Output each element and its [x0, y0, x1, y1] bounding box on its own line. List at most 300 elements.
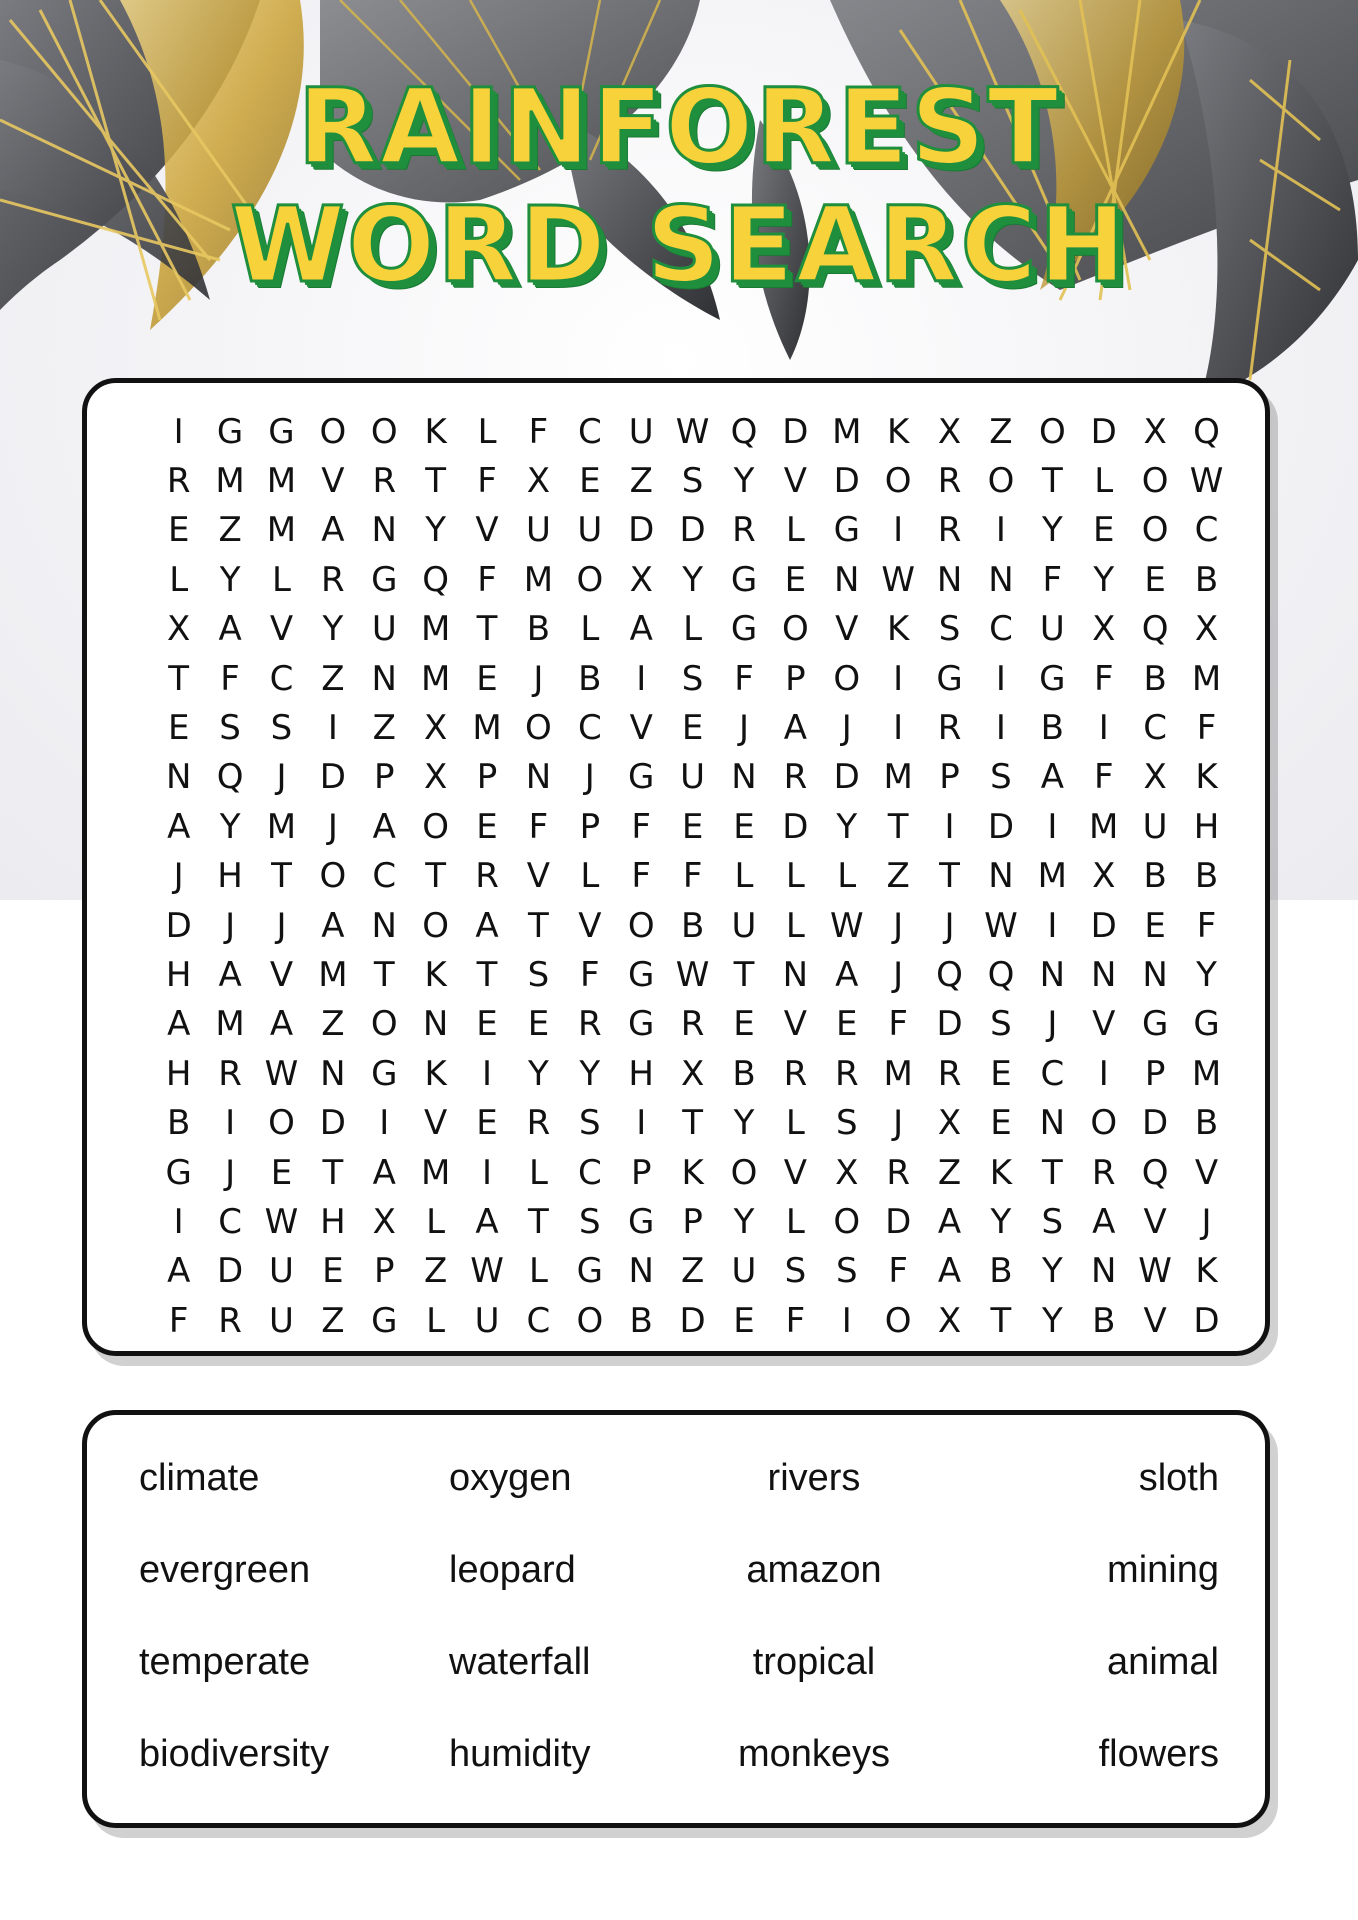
grid-letter[interactable]: M: [883, 757, 913, 798]
grid-letter[interactable]: P: [374, 1251, 395, 1292]
grid-letter[interactable]: G: [268, 411, 295, 452]
grid-letter[interactable]: M: [266, 510, 297, 551]
grid-letter[interactable]: A: [321, 510, 345, 551]
grid-letter[interactable]: E: [1144, 905, 1166, 946]
grid-letter[interactable]: I: [944, 806, 955, 847]
grid-letter[interactable]: P: [939, 757, 960, 798]
grid-letter[interactable]: E: [681, 806, 704, 847]
grid-letter[interactable]: K: [989, 1152, 1013, 1193]
grid-letter[interactable]: I: [636, 658, 647, 699]
grid-letter[interactable]: E: [1092, 510, 1115, 551]
grid-letter[interactable]: G: [628, 1004, 655, 1045]
grid-letter[interactable]: N: [320, 1053, 346, 1094]
grid-letter[interactable]: I: [893, 658, 904, 699]
grid-letter[interactable]: I: [482, 1152, 493, 1193]
grid-letter[interactable]: R: [578, 1004, 602, 1045]
grid-letter[interactable]: J: [533, 658, 544, 699]
grid-letter[interactable]: A: [835, 954, 859, 995]
grid-letter[interactable]: A: [475, 1201, 499, 1242]
grid-letter[interactable]: Y: [528, 1053, 549, 1094]
grid-letter[interactable]: O: [370, 1004, 398, 1045]
grid-letter[interactable]: C: [577, 1152, 602, 1193]
grid-letter[interactable]: Q: [987, 954, 1015, 995]
grid-letter[interactable]: T: [1041, 461, 1063, 502]
grid-letter[interactable]: O: [1141, 461, 1169, 502]
grid-letter[interactable]: R: [166, 461, 191, 502]
grid-letter[interactable]: I: [841, 1300, 852, 1341]
grid-letter[interactable]: V: [835, 609, 859, 650]
grid-letter[interactable]: D: [679, 1300, 706, 1341]
grid-letter[interactable]: X: [937, 1300, 962, 1341]
grid-letter[interactable]: A: [783, 708, 808, 749]
grid-letter[interactable]: Z: [937, 1152, 962, 1193]
grid-letter[interactable]: S: [1041, 1201, 1064, 1242]
grid-letter[interactable]: R: [218, 1053, 242, 1094]
grid-letter[interactable]: Z: [989, 411, 1013, 452]
grid-letter[interactable]: Q: [936, 954, 963, 995]
grid-letter[interactable]: U: [1142, 806, 1168, 847]
grid-letter[interactable]: J: [893, 1103, 904, 1144]
grid-letter[interactable]: J: [276, 757, 287, 798]
grid-letter[interactable]: R: [783, 757, 808, 798]
grid-letter[interactable]: P: [630, 1152, 652, 1193]
grid-letter[interactable]: O: [422, 905, 450, 946]
grid-letter[interactable]: X: [167, 609, 191, 650]
grid-letter[interactable]: G: [730, 559, 758, 600]
grid-letter[interactable]: V: [1092, 1004, 1116, 1045]
grid-letter[interactable]: U: [731, 1251, 757, 1292]
grid-letter[interactable]: V: [783, 461, 808, 502]
grid-letter[interactable]: Z: [629, 461, 653, 502]
grid-letter[interactable]: E: [476, 1004, 498, 1045]
grid-letter[interactable]: F: [1093, 658, 1114, 699]
grid-letter[interactable]: P: [476, 757, 498, 798]
grid-letter[interactable]: T: [1041, 1152, 1063, 1193]
grid-letter[interactable]: F: [528, 806, 549, 847]
grid-letter[interactable]: I: [225, 1103, 236, 1144]
grid-letter[interactable]: I: [1047, 905, 1058, 946]
grid-letter[interactable]: O: [833, 658, 861, 699]
grid-letter[interactable]: S: [681, 461, 704, 502]
grid-letter[interactable]: A: [321, 905, 345, 946]
grid-letter[interactable]: I: [1098, 708, 1109, 749]
grid-letter[interactable]: S: [579, 1201, 601, 1242]
grid-letter[interactable]: O: [1038, 411, 1066, 452]
grid-letter[interactable]: Y: [1041, 1251, 1063, 1292]
grid-letter[interactable]: E: [167, 708, 190, 749]
grid-letter[interactable]: O: [833, 1201, 861, 1242]
grid-letter[interactable]: E: [167, 510, 190, 551]
grid-letter[interactable]: X: [1143, 411, 1167, 452]
grid-letter[interactable]: N: [988, 856, 1014, 897]
grid-letter[interactable]: L: [785, 856, 805, 897]
grid-letter[interactable]: L: [683, 609, 703, 650]
grid-letter[interactable]: F: [580, 954, 600, 995]
grid-letter[interactable]: L: [477, 411, 497, 452]
grid-letter[interactable]: B: [526, 609, 551, 650]
grid-letter[interactable]: I: [995, 708, 1006, 749]
grid-letter[interactable]: I: [1047, 806, 1058, 847]
grid-letter[interactable]: Y: [682, 559, 703, 600]
grid-letter[interactable]: E: [1144, 559, 1166, 600]
grid-letter[interactable]: C: [577, 708, 602, 749]
grid-letter[interactable]: U: [628, 411, 654, 452]
grid-letter[interactable]: E: [733, 806, 755, 847]
grid-letter[interactable]: E: [733, 1300, 755, 1341]
grid-letter[interactable]: Y: [219, 559, 241, 600]
grid-letter[interactable]: T: [528, 1201, 549, 1242]
grid-letter[interactable]: O: [1141, 510, 1169, 551]
grid-letter[interactable]: V: [321, 461, 345, 502]
grid-letter[interactable]: G: [165, 1152, 192, 1193]
grid-letter[interactable]: A: [1040, 757, 1064, 798]
grid-letter[interactable]: M: [215, 1004, 245, 1045]
grid-letter[interactable]: U: [577, 510, 603, 551]
grid-letter[interactable]: L: [272, 559, 291, 600]
grid-letter[interactable]: D: [782, 411, 809, 452]
grid-letter[interactable]: X: [1092, 856, 1116, 897]
grid-letter[interactable]: N: [371, 658, 397, 699]
grid-letter[interactable]: Y: [1196, 954, 1217, 995]
grid-letter[interactable]: M: [1037, 856, 1067, 897]
grid-letter[interactable]: Z: [372, 708, 396, 749]
grid-letter[interactable]: L: [837, 856, 857, 897]
grid-letter[interactable]: S: [579, 1103, 601, 1144]
grid-letter[interactable]: K: [681, 1152, 704, 1193]
grid-letter[interactable]: Q: [216, 757, 244, 798]
grid-letter[interactable]: R: [937, 1053, 962, 1094]
grid-letter[interactable]: D: [1090, 411, 1117, 452]
grid-letter[interactable]: S: [938, 609, 961, 650]
grid-letter[interactable]: B: [1092, 1300, 1116, 1341]
grid-letter[interactable]: A: [629, 609, 653, 650]
grid-letter[interactable]: G: [371, 559, 398, 600]
grid-letter[interactable]: O: [576, 1300, 604, 1341]
grid-letter[interactable]: Y: [1041, 510, 1063, 551]
grid-letter[interactable]: T: [682, 1103, 703, 1144]
grid-letter[interactable]: H: [217, 856, 243, 897]
grid-letter[interactable]: G: [576, 1251, 603, 1292]
grid-letter[interactable]: Y: [219, 806, 241, 847]
grid-letter[interactable]: F: [888, 1004, 908, 1045]
grid-letter[interactable]: U: [474, 1300, 500, 1341]
grid-letter[interactable]: O: [884, 1300, 912, 1341]
grid-letter[interactable]: N: [371, 905, 397, 946]
grid-letter[interactable]: Q: [422, 559, 450, 600]
grid-letter[interactable]: M: [318, 954, 348, 995]
grid-letter[interactable]: B: [1194, 856, 1219, 897]
grid-letter[interactable]: J: [276, 905, 287, 946]
grid-letter[interactable]: T: [271, 856, 292, 897]
grid-letter[interactable]: R: [321, 559, 345, 600]
grid-letter[interactable]: M: [215, 461, 245, 502]
grid-letter[interactable]: I: [379, 1103, 390, 1144]
grid-letter[interactable]: N: [422, 1004, 449, 1045]
grid-letter[interactable]: T: [990, 1300, 1012, 1341]
grid-letter[interactable]: H: [628, 1053, 654, 1094]
grid-letter[interactable]: X: [937, 1103, 962, 1144]
grid-letter[interactable]: E: [476, 658, 498, 699]
grid-letter[interactable]: G: [1141, 1004, 1169, 1045]
grid-letter[interactable]: N: [731, 757, 757, 798]
grid-letter[interactable]: Z: [218, 510, 242, 551]
grid-letter[interactable]: H: [165, 954, 192, 995]
grid-letter[interactable]: S: [219, 708, 241, 749]
grid-letter[interactable]: G: [628, 1201, 655, 1242]
grid-letter[interactable]: D: [679, 510, 706, 551]
grid-letter[interactable]: X: [937, 411, 962, 452]
grid-letter[interactable]: F: [631, 806, 651, 847]
grid-letter[interactable]: R: [937, 510, 962, 551]
grid-letter[interactable]: F: [631, 856, 651, 897]
grid-letter[interactable]: H: [320, 1201, 346, 1242]
grid-letter[interactable]: Q: [1141, 609, 1169, 650]
grid-letter[interactable]: Y: [425, 510, 447, 551]
grid-letter[interactable]: B: [680, 905, 705, 946]
grid-letter[interactable]: O: [627, 905, 655, 946]
grid-letter[interactable]: O: [370, 411, 398, 452]
grid-letter[interactable]: T: [476, 609, 498, 650]
grid-letter[interactable]: G: [1193, 1004, 1220, 1045]
grid-letter[interactable]: C: [989, 609, 1013, 650]
grid-letter[interactable]: M: [266, 461, 297, 502]
grid-letter[interactable]: O: [422, 806, 450, 847]
grid-letter[interactable]: N: [1039, 1103, 1066, 1144]
grid-letter[interactable]: B: [167, 1103, 191, 1144]
grid-letter[interactable]: W: [264, 1053, 299, 1094]
grid-letter[interactable]: T: [528, 905, 549, 946]
grid-letter[interactable]: F: [1196, 708, 1217, 749]
grid-letter[interactable]: X: [1092, 609, 1116, 650]
grid-letter[interactable]: K: [1195, 1251, 1218, 1292]
grid-letter[interactable]: D: [1090, 905, 1117, 946]
grid-letter[interactable]: E: [836, 1004, 858, 1045]
grid-letter[interactable]: F: [477, 559, 497, 600]
grid-letter[interactable]: V: [526, 856, 551, 897]
grid-letter[interactable]: K: [887, 411, 910, 452]
grid-letter[interactable]: A: [937, 1201, 962, 1242]
grid-letter[interactable]: Y: [733, 461, 755, 502]
grid-letter[interactable]: R: [937, 708, 962, 749]
grid-letter[interactable]: V: [578, 905, 602, 946]
grid-letter[interactable]: B: [732, 1053, 756, 1094]
grid-letter[interactable]: J: [944, 905, 955, 946]
grid-letter[interactable]: X: [1143, 757, 1167, 798]
grid-letter[interactable]: F: [168, 1300, 189, 1341]
grid-letter[interactable]: M: [1191, 1053, 1222, 1094]
grid-letter[interactable]: R: [475, 856, 499, 897]
grid-letter[interactable]: J: [893, 905, 904, 946]
grid-letter[interactable]: G: [936, 658, 963, 699]
grid-letter[interactable]: L: [580, 856, 600, 897]
grid-letter[interactable]: E: [681, 708, 704, 749]
grid-letter[interactable]: N: [1142, 954, 1168, 995]
grid-letter[interactable]: G: [371, 1053, 398, 1094]
grid-letter[interactable]: P: [682, 1201, 703, 1242]
grid-letter[interactable]: Y: [733, 1103, 755, 1144]
grid-letter[interactable]: N: [834, 559, 860, 600]
grid-letter[interactable]: A: [167, 1251, 191, 1292]
grid-letter[interactable]: T: [425, 856, 447, 897]
grid-letter[interactable]: S: [270, 708, 293, 749]
grid-letter[interactable]: T: [322, 1152, 344, 1193]
grid-letter[interactable]: F: [1196, 905, 1217, 946]
grid-letter[interactable]: R: [372, 461, 397, 502]
grid-letter[interactable]: L: [785, 510, 805, 551]
grid-letter[interactable]: W: [1138, 1251, 1172, 1292]
grid-letter[interactable]: Y: [579, 1053, 601, 1094]
grid-letter[interactable]: Q: [1193, 411, 1220, 452]
grid-letter[interactable]: Z: [424, 1251, 448, 1292]
grid-letter[interactable]: L: [580, 609, 600, 650]
grid-letter[interactable]: S: [784, 1251, 807, 1292]
grid-letter[interactable]: U: [731, 905, 757, 946]
grid-letter[interactable]: F: [1093, 757, 1114, 798]
grid-letter[interactable]: D: [833, 757, 860, 798]
grid-letter[interactable]: C: [526, 1300, 551, 1341]
grid-letter[interactable]: E: [476, 1103, 498, 1144]
grid-letter[interactable]: G: [628, 954, 655, 995]
grid-letter[interactable]: A: [167, 1004, 191, 1045]
grid-letter[interactable]: B: [1143, 856, 1167, 897]
grid-letter[interactable]: V: [424, 1103, 448, 1144]
grid-letter[interactable]: N: [525, 757, 552, 798]
grid-letter[interactable]: D: [319, 757, 346, 798]
grid-letter[interactable]: T: [733, 954, 755, 995]
grid-letter[interactable]: Y: [990, 1201, 1012, 1242]
grid-letter[interactable]: V: [783, 1004, 808, 1045]
grid-letter[interactable]: L: [426, 1300, 446, 1341]
grid-letter[interactable]: S: [681, 658, 704, 699]
grid-letter[interactable]: V: [783, 1152, 808, 1193]
grid-letter[interactable]: Y: [322, 609, 344, 650]
grid-letter[interactable]: M: [420, 609, 451, 650]
grid-letter[interactable]: V: [629, 708, 653, 749]
grid-letter[interactable]: O: [525, 708, 552, 749]
grid-letter[interactable]: X: [526, 461, 551, 502]
grid-letter[interactable]: S: [527, 954, 550, 995]
grid-letter[interactable]: Y: [733, 1201, 755, 1242]
grid-letter[interactable]: N: [165, 757, 192, 798]
grid-letter[interactable]: T: [168, 658, 190, 699]
grid-letter[interactable]: T: [425, 461, 447, 502]
grid-letter[interactable]: G: [730, 609, 758, 650]
grid-letter[interactable]: F: [888, 1251, 908, 1292]
grid-letter[interactable]: Z: [321, 1004, 345, 1045]
grid-letter[interactable]: Q: [730, 411, 758, 452]
grid-letter[interactable]: Y: [836, 806, 858, 847]
grid-letter[interactable]: X: [629, 559, 653, 600]
grid-letter[interactable]: D: [319, 1103, 346, 1144]
grid-letter[interactable]: U: [680, 757, 706, 798]
grid-letter[interactable]: D: [628, 510, 655, 551]
grid-letter[interactable]: D: [936, 1004, 963, 1045]
grid-letter[interactable]: W: [1189, 461, 1224, 502]
grid-letter[interactable]: O: [884, 461, 912, 502]
grid-letter[interactable]: L: [1094, 461, 1114, 502]
grid-letter[interactable]: O: [987, 461, 1015, 502]
grid-letter[interactable]: F: [220, 658, 240, 699]
grid-letter[interactable]: W: [675, 411, 710, 452]
grid-letter[interactable]: I: [173, 1201, 184, 1242]
grid-letter[interactable]: P: [1144, 1053, 1166, 1094]
grid-letter[interactable]: Y: [1093, 559, 1115, 600]
grid-letter[interactable]: B: [578, 658, 602, 699]
grid-letter[interactable]: M: [832, 411, 862, 452]
grid-letter[interactable]: J: [1047, 1004, 1058, 1045]
grid-letter[interactable]: W: [984, 905, 1018, 946]
grid-letter[interactable]: K: [424, 1053, 447, 1094]
grid-letter[interactable]: S: [835, 1103, 858, 1144]
grid-letter[interactable]: D: [216, 1251, 244, 1292]
grid-letter[interactable]: D: [165, 905, 192, 946]
grid-letter[interactable]: T: [887, 806, 909, 847]
grid-letter[interactable]: A: [269, 1004, 294, 1045]
grid-letter[interactable]: C: [1194, 510, 1219, 551]
grid-letter[interactable]: J: [584, 757, 595, 798]
grid-letter[interactable]: X: [424, 708, 448, 749]
grid-letter[interactable]: L: [785, 1201, 805, 1242]
grid-letter[interactable]: M: [883, 1053, 913, 1094]
grid-letter[interactable]: W: [881, 559, 915, 600]
grid-letter[interactable]: J: [225, 905, 236, 946]
grid-letter[interactable]: F: [734, 658, 754, 699]
grid-letter[interactable]: J: [893, 954, 904, 995]
grid-letter[interactable]: I: [1098, 1053, 1109, 1094]
grid-letter[interactable]: B: [1040, 708, 1064, 749]
grid-letter[interactable]: X: [372, 1201, 396, 1242]
grid-letter[interactable]: N: [1091, 1251, 1117, 1292]
grid-letter[interactable]: G: [833, 510, 860, 551]
grid-letter[interactable]: A: [937, 1251, 962, 1292]
grid-letter[interactable]: J: [173, 856, 184, 897]
grid-letter[interactable]: A: [167, 806, 191, 847]
grid-letter[interactable]: A: [372, 1152, 396, 1193]
grid-letter[interactable]: D: [782, 806, 809, 847]
grid-letter[interactable]: S: [835, 1251, 858, 1292]
grid-letter[interactable]: W: [675, 954, 710, 995]
grid-letter[interactable]: C: [1040, 1053, 1065, 1094]
grid-letter[interactable]: K: [424, 411, 447, 452]
grid-letter[interactable]: J: [738, 708, 749, 749]
grid-letter[interactable]: G: [628, 757, 655, 798]
grid-letter[interactable]: M: [523, 559, 554, 600]
grid-letter[interactable]: W: [829, 905, 864, 946]
grid-letter[interactable]: P: [785, 658, 806, 699]
grid-letter[interactable]: E: [476, 806, 498, 847]
grid-letter[interactable]: B: [1194, 559, 1219, 600]
grid-letter[interactable]: I: [893, 510, 904, 551]
grid-letter[interactable]: U: [1039, 609, 1065, 650]
grid-letter[interactable]: N: [936, 559, 963, 600]
grid-letter[interactable]: P: [579, 806, 601, 847]
grid-letter[interactable]: B: [629, 1300, 653, 1341]
grid-letter[interactable]: J: [841, 708, 852, 749]
grid-letter[interactable]: E: [990, 1103, 1012, 1144]
grid-letter[interactable]: I: [636, 1103, 647, 1144]
grid-letter[interactable]: D: [1193, 1300, 1220, 1341]
grid-letter[interactable]: L: [528, 1251, 548, 1292]
grid-letter[interactable]: L: [785, 1103, 805, 1144]
grid-letter[interactable]: O: [319, 411, 347, 452]
grid-letter[interactable]: K: [424, 954, 447, 995]
grid-letter[interactable]: Q: [1141, 1152, 1169, 1193]
grid-letter[interactable]: L: [785, 905, 805, 946]
grid-letter[interactable]: U: [269, 1300, 294, 1341]
grid-letter[interactable]: H: [1193, 806, 1220, 847]
grid-letter[interactable]: J: [1201, 1201, 1212, 1242]
grid-letter[interactable]: I: [893, 708, 904, 749]
